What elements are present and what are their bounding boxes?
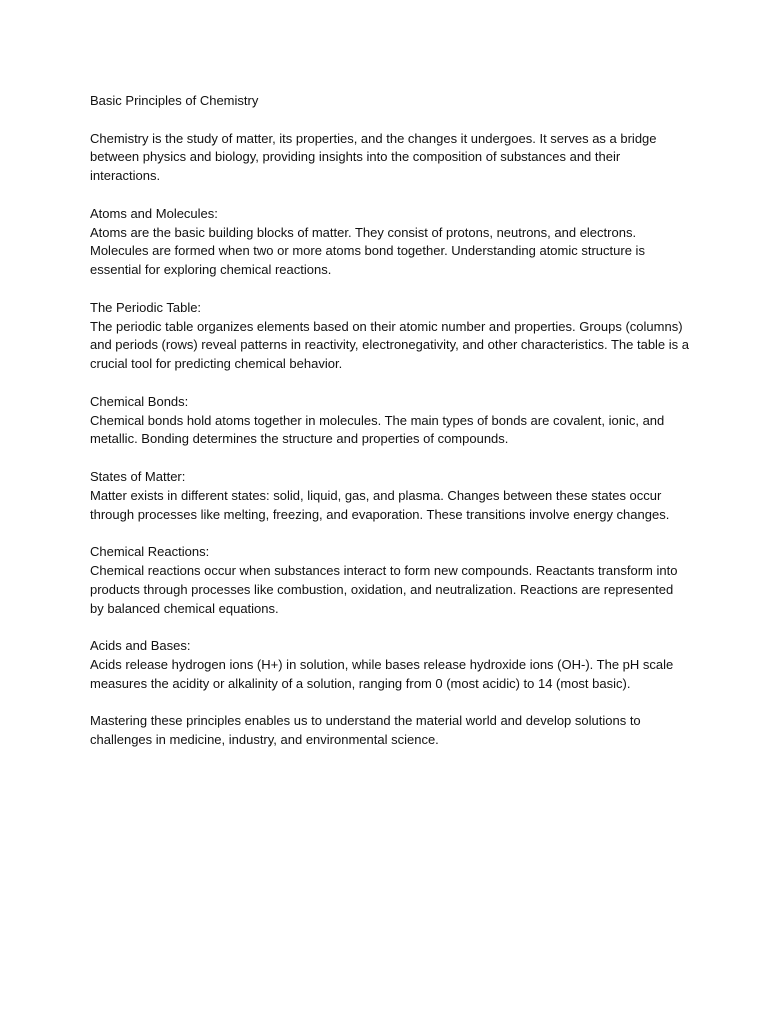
section-states-of-matter [90, 468, 690, 524]
section-body: Chemical reactions occur when substances interact to form new compounds. Reactants transform into products through processes like combustion, oxidation, and neutralization. Reactions are represented by balanced chemical equations. [90, 562, 678, 616]
section-body: Atoms are the basic building blocks of matter. They consist of protons, neutrons, and electrons. Molecules are formed when two or more atoms bond together. Understanding atomic structure is essential for exploring chemical reactions. [90, 224, 645, 278]
section-periodic-table [90, 299, 690, 374]
section-heading: Acids and Bases: [90, 638, 191, 654]
conclusion-paragraph: Mastering these principles enables us to understand the material world and develop solutions to challenges in medicine, industry, and environmental science. [90, 713, 641, 748]
section-heading: Chemical Bonds: [90, 393, 189, 409]
section-body: Acids release hydrogen ions (H+) in solution, while bases release hydroxide ions (OH-). The pH scale measures the acidity or alkalinity of a solution, ranging from 0 (most acidic) to 14 (most basic). [90, 656, 674, 691]
document-page [90, 92, 690, 750]
section-heading: Chemical Reactions: [90, 544, 210, 560]
section-chemical-bonds [90, 393, 690, 449]
section-body: The periodic table organizes elements based on their atomic number and properties. Groups (columns) and periods (rows) reveal patterns in reactivity, electronegativity, and other characteristics. The table is a crucial tool for predicting chemical behavior. [90, 318, 690, 372]
section-body: Matter exists in different states: solid, liquid, gas, and plasma. Changes between these states occur through processes like melting, freezing, and evaporation. These transitions involve energy changes. [90, 487, 670, 522]
section-heading: The Periodic Table: [90, 299, 202, 315]
intro-paragraph: Chemistry is the study of matter, its properties, and the changes it undergoes. It serves as a bridge between physics and biology, providing insights into the composition of substances and their interactions. [90, 130, 657, 184]
section-acids-and-bases [90, 637, 690, 693]
section-heading: States of Matter: [90, 468, 186, 484]
document-title: Basic Principles of Chemistry [90, 93, 259, 108]
section-heading: Atoms and Molecules: [90, 205, 218, 221]
section-body: Chemical bonds hold atoms together in molecules. The main types of bonds are covalent, ionic, and metallic. Bonding determines the structure and properties of compounds. [90, 412, 665, 447]
section-chemical-reactions [90, 543, 690, 618]
section-atoms-and-molecules [90, 205, 690, 280]
